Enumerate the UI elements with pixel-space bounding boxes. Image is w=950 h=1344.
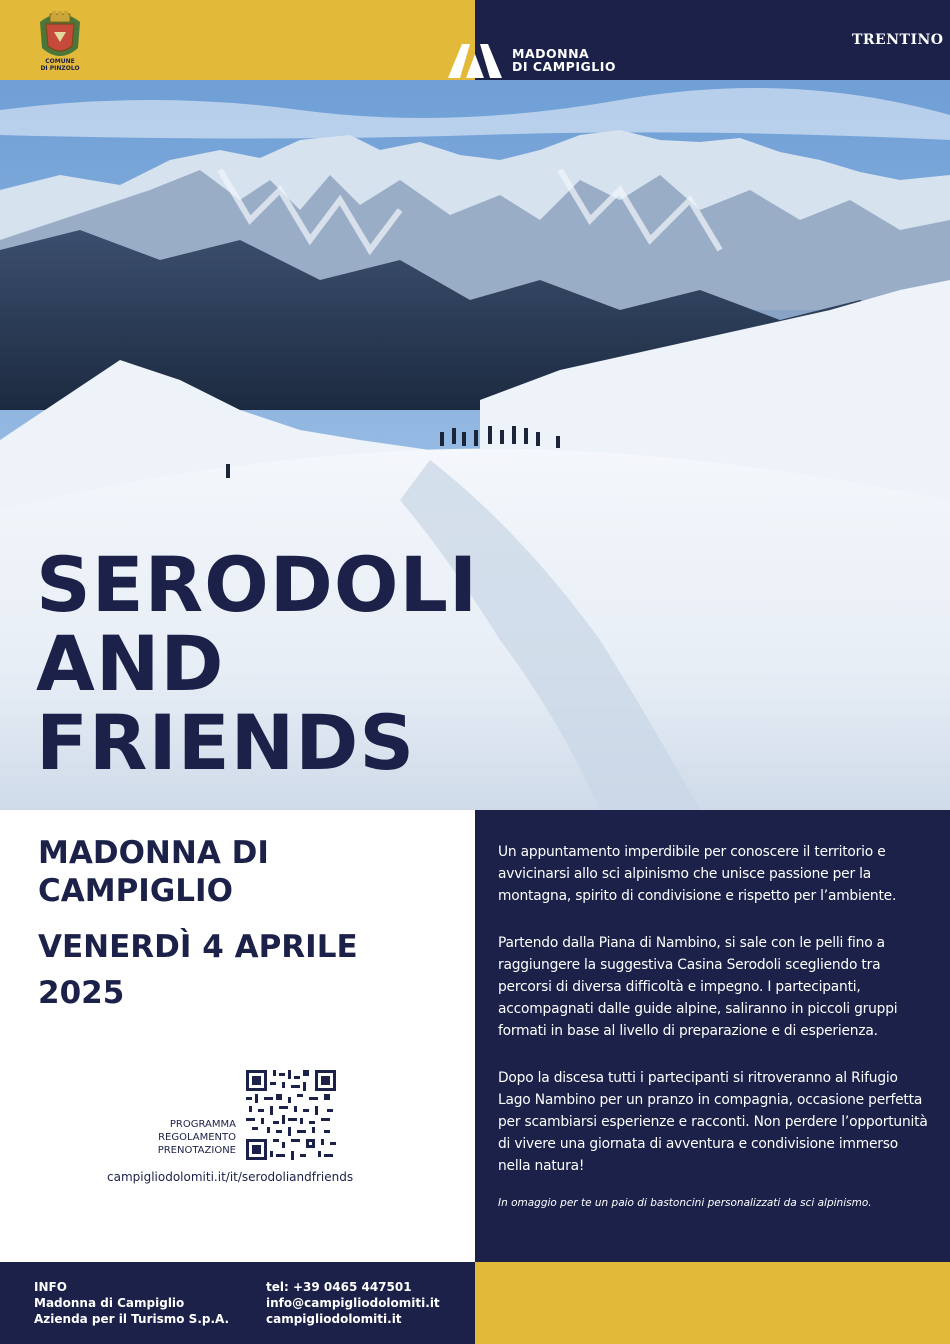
madonna-di-campiglio-logo[interactable]: [446, 40, 616, 80]
description-paragraph-1: Un appuntamento imperdibile per conoscere il territorio e avvicinarsi allo sci alpinismo che unisce passione per la montagna, spirito di condivisione e rispetto per l’ambiente.: [498, 844, 897, 904]
event-location: [38, 834, 269, 910]
location-line-1: MADONNA DI: [38, 835, 269, 871]
qr-labels: [120, 1118, 236, 1157]
description-paragraph-3: Dopo la discesa tutti i partecipanti si ritroveranno al Rifugio Lago Nambino per un pranzo in compagnia, occasione perfetta per scambiarsi esperienze e racconti. Non perdere l’opportunità di vivere una giornata di avventura e condivisione immerso nella natura!: [498, 1070, 928, 1174]
footer-email-link[interactable]: info@campigliodolomiti.it: [266, 1296, 440, 1310]
date-line-2: 2025: [38, 975, 125, 1011]
event-date: [38, 924, 358, 1016]
qr-label-prenotazione: PRENOTAZIONE: [157, 1145, 236, 1156]
footer-contacts: [266, 1279, 440, 1327]
brand-line-2: DI CAMPIGLIO: [512, 59, 616, 74]
crest-label: [30, 58, 90, 72]
crest-label-line-2: DI PINZOLO: [40, 65, 80, 72]
mountain-m-logo-icon: [446, 40, 504, 80]
crest-label-line-1: COMUNE: [45, 58, 75, 65]
qr-label-regolamento: REGOLAMENTO: [158, 1132, 236, 1143]
title-line-2: AND: [36, 619, 225, 708]
footer-org-line-1: Madonna di Campiglio: [34, 1296, 185, 1310]
title-line-3: FRIENDS: [36, 698, 416, 787]
description-paragraph-2: Partendo dalla Piana di Nambino, si sale con le pelli fino a raggiungere la suggestiva Casina Serodoli scegliendo tra percorsi di diversa difficoltà e impegno. I partecipanti, accompagnati dalle guide alpine, saliranno in piccoli gruppi formati in base al livello di preparazione e di esperienza.: [498, 935, 898, 1039]
event-url-link[interactable]: campigliodolomiti.it/it/serodoliandfriends: [107, 1170, 354, 1184]
qr-code-icon[interactable]: [246, 1070, 336, 1160]
footer-website-link[interactable]: campigliodolomiti.it: [266, 1312, 402, 1326]
trentino-logo[interactable]: TRENTINO: [852, 32, 944, 48]
qr-label-programma: PROGRAMMA: [169, 1119, 236, 1130]
location-line-2: CAMPIGLIO: [38, 873, 233, 909]
footer-gold-band: [475, 1262, 950, 1344]
title-line-1: SERODOLI: [36, 540, 479, 629]
gift-note: In omaggio per te un paio di bastoncini personalizzati da sci alpinismo.: [498, 1197, 872, 1209]
footer-info-label: INFO: [34, 1280, 67, 1294]
footer-organizer: [34, 1279, 229, 1327]
date-line-1: VENERDÌ 4 APRILE: [38, 929, 358, 965]
footer-phone[interactable]: tel: +39 0465 447501: [266, 1280, 412, 1294]
footer-org-line-2: Azienda per il Turismo S.p.A.: [34, 1312, 230, 1326]
event-title: [36, 540, 479, 787]
brand-line-1: MADONNA: [512, 46, 590, 61]
